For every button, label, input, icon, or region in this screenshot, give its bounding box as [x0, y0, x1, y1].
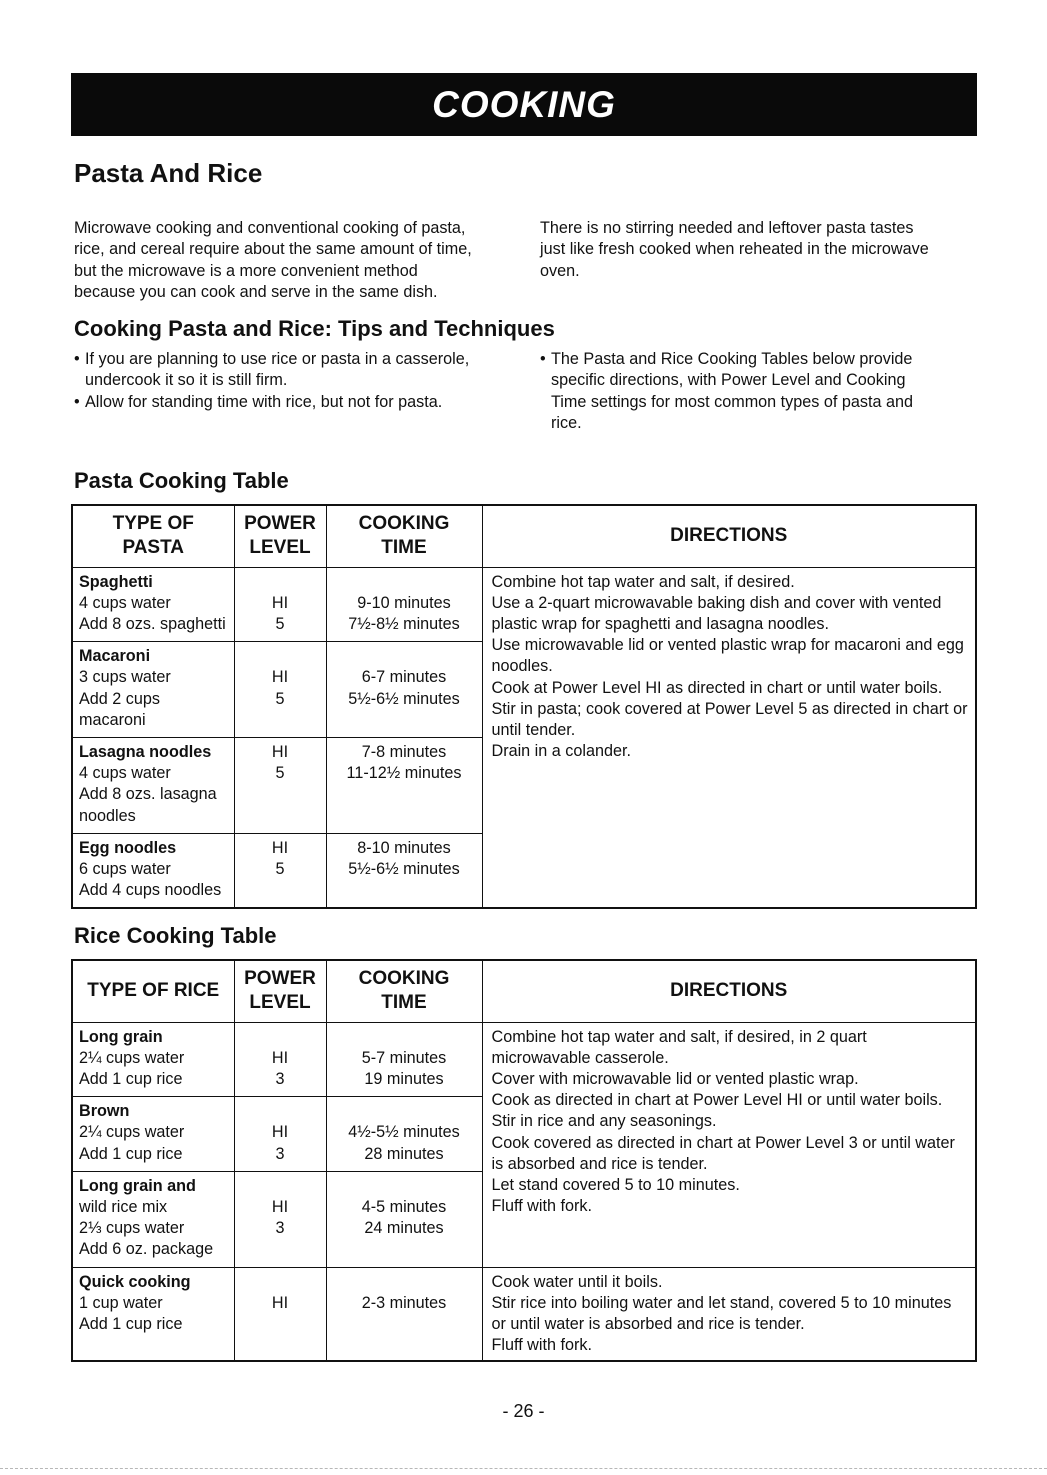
time-value: 4-5 minutes — [361, 1197, 447, 1216]
direction-step: Cook water until it boils. — [491, 1272, 663, 1291]
time-value: 11-12½ minutes — [346, 764, 462, 783]
item-detail: 2¼ cups water — [79, 1048, 185, 1067]
power-value: HI — [271, 1048, 289, 1067]
header-power: POWER LEVEL — [234, 960, 326, 1022]
power-cell — [234, 737, 326, 833]
power-value: HI — [271, 838, 289, 857]
intro-left: Microwave cooking and conventional cooking of pasta, rice, and cereal require about the same amount of time, but the microwave is a more convenient method because you can cook and serve in the same dish. — [74, 219, 472, 301]
spacer — [327, 1272, 482, 1293]
item-detail: Add 2 cups — [79, 689, 160, 708]
header-directions: DIRECTIONS — [482, 960, 976, 1022]
power-cell — [234, 1097, 326, 1172]
power-cell — [234, 1022, 326, 1097]
footer-rule — [0, 1468, 1047, 1469]
directions-cell — [482, 1022, 976, 1267]
item-detail: Add 8 ozs. lasagna — [79, 785, 217, 804]
tip-item: • Allow for standing time with rice, but not for pasta. — [74, 392, 529, 413]
spacer — [235, 1176, 326, 1197]
direction-step: Cook as directed in chart at Power Level HI or until water boils. — [491, 1091, 943, 1110]
time-value: 5-7 minutes — [361, 1048, 447, 1067]
time-cell — [326, 1171, 482, 1267]
direction-step: Cover with microwavable lid or vented plastic wrap. — [491, 1069, 859, 1088]
direction-step: Combine hot tap water and salt, if desired, in 2 quart microwavable casserole. — [491, 1027, 867, 1067]
time-cell — [326, 1097, 482, 1172]
spacer — [235, 646, 326, 667]
spacer — [235, 1101, 326, 1122]
time-value: 6-7 minutes — [361, 668, 447, 687]
power-value: 5 — [275, 689, 285, 708]
time-value: 8-10 minutes — [357, 838, 451, 857]
rice-table-title: Rice Cooking Table — [74, 923, 277, 948]
pasta-cooking-table — [71, 504, 977, 909]
item-name: Brown — [79, 1102, 130, 1121]
item-detail: 4 cups water — [79, 764, 171, 783]
type-cell — [72, 1097, 234, 1172]
item-detail: Add 1 cup rice — [79, 1144, 183, 1163]
power-value: 3 — [275, 1144, 285, 1163]
power-value: HI — [271, 668, 289, 687]
item-name: Spaghetti — [79, 572, 153, 591]
table-header-row — [72, 505, 976, 567]
power-value: HI — [271, 1197, 289, 1216]
direction-step: Stir rice into boiling water and let stand, covered 5 to 10 minutes or until water is absorbed and rice is tender. — [491, 1293, 952, 1333]
pasta-table-title: Pasta Cooking Table — [74, 468, 289, 493]
power-value: 5 — [275, 614, 285, 633]
table-row — [72, 1267, 976, 1361]
time-cell — [326, 737, 482, 833]
power-value: HI — [271, 1123, 289, 1142]
time-cell — [326, 642, 482, 738]
type-cell — [72, 567, 234, 642]
direction-step: Cook at Power Level HI as directed in chart or until water boils. — [491, 678, 943, 697]
power-cell — [234, 833, 326, 908]
time-value: 19 minutes — [364, 1069, 444, 1088]
rice-cooking-table — [71, 959, 977, 1362]
time-cell — [326, 833, 482, 908]
power-value: 3 — [275, 1069, 285, 1088]
header-time: COOKING TIME — [326, 960, 482, 1022]
time-value: 7-8 minutes — [361, 742, 447, 761]
item-detail: macaroni — [79, 710, 146, 729]
time-value: 5½-6½ minutes — [348, 689, 460, 708]
item-name: Egg noodles — [79, 838, 177, 857]
item-detail: noodles — [79, 806, 136, 825]
directions-cell — [482, 1267, 976, 1361]
spacer — [327, 1027, 482, 1048]
item-name: Lasagna noodles — [79, 742, 212, 761]
time-cell — [326, 1022, 482, 1097]
type-cell — [72, 1022, 234, 1097]
tips-right-list — [540, 349, 970, 434]
header-power: POWER LEVEL — [234, 505, 326, 567]
power-value: HI — [271, 593, 289, 612]
spacer — [327, 1101, 482, 1122]
page-banner: COOKING — [71, 73, 977, 136]
type-cell — [72, 1171, 234, 1267]
spacer — [235, 1027, 326, 1048]
item-detail: 2⅓ cups water — [79, 1219, 185, 1238]
header-type: TYPE OF PASTA — [72, 505, 234, 567]
table-row — [72, 567, 976, 642]
type-cell — [72, 833, 234, 908]
table-row — [72, 1022, 976, 1097]
item-name: Quick cooking — [79, 1272, 191, 1291]
item-name: Long grain and — [79, 1176, 196, 1195]
direction-step: Let stand covered 5 to 10 minutes. — [491, 1175, 740, 1194]
power-cell — [234, 642, 326, 738]
item-detail: 1 cup water — [79, 1293, 163, 1312]
header-time: COOKING TIME — [326, 505, 482, 567]
spacer — [327, 572, 482, 593]
power-value: 3 — [275, 1219, 285, 1238]
time-value: 9-10 minutes — [357, 593, 451, 612]
direction-step: Fluff with fork. — [491, 1197, 592, 1216]
time-value: 28 minutes — [364, 1144, 444, 1163]
intro-right: There is no stirring needed and leftover pasta tastes just like fresh cooked when reheated in the microwave oven. — [540, 219, 929, 280]
directions-cell — [482, 567, 976, 908]
item-detail: wild rice mix — [79, 1197, 168, 1216]
section-title: Pasta And Rice — [74, 158, 263, 188]
tips-left-list — [74, 349, 529, 413]
item-detail: Add 8 ozs. spaghetti — [79, 614, 226, 633]
time-value: 24 minutes — [364, 1219, 444, 1238]
power-cell — [234, 1267, 326, 1361]
direction-step: Cook covered as directed in chart at Power Level 3 or until water is absorbed and rice is tender. — [491, 1133, 955, 1173]
power-value: HI — [271, 1293, 289, 1312]
item-detail: Add 1 cup rice — [79, 1314, 183, 1333]
spacer — [235, 1272, 326, 1293]
type-cell — [72, 1267, 234, 1361]
tip-item: • If you are planning to use rice or pasta in a casserole, undercook it so it is still firm. — [74, 349, 529, 392]
spacer — [235, 572, 326, 593]
header-type: TYPE OF RICE — [72, 960, 234, 1022]
time-cell — [326, 1267, 482, 1361]
item-detail: 3 cups water — [79, 668, 171, 687]
time-value: 2-3 minutes — [361, 1293, 447, 1312]
power-value: 5 — [275, 764, 285, 783]
item-detail: 4 cups water — [79, 593, 171, 612]
time-value: 4½-5½ minutes — [348, 1123, 460, 1142]
direction-step: Fluff with fork. — [491, 1336, 592, 1355]
item-name: Macaroni — [79, 647, 151, 666]
time-value: 7½-8½ minutes — [348, 614, 460, 633]
direction-step: Stir in pasta; cook covered at Power Level 5 as directed in chart or until tender. — [491, 699, 968, 739]
item-detail: 6 cups water — [79, 859, 171, 878]
direction-step: Combine hot tap water and salt, if desired. — [491, 572, 795, 591]
type-cell — [72, 737, 234, 833]
direction-step: Drain in a colander. — [491, 742, 631, 761]
tips-title: Cooking Pasta and Rice: Tips and Techniques — [74, 316, 555, 341]
power-cell — [234, 567, 326, 642]
power-value: 5 — [275, 859, 285, 878]
spacer — [327, 646, 482, 667]
time-cell — [326, 567, 482, 642]
direction-step: Use microwavable lid or vented plastic wrap for macaroni and egg noodles. — [491, 636, 964, 676]
header-directions: DIRECTIONS — [482, 505, 976, 567]
page-number: - 26 - — [502, 1401, 545, 1421]
item-name: Long grain — [79, 1027, 163, 1046]
direction-step: Stir in rice and any seasonings. — [491, 1112, 717, 1131]
power-value: HI — [271, 742, 289, 761]
item-detail: Add 4 cups noodles — [79, 881, 222, 900]
tip-item: • The Pasta and Rice Cooking Tables below provide specific directions, with Power Level and Cooking Time settings for most common types of pasta and rice. — [540, 349, 970, 434]
table-header-row — [72, 960, 976, 1022]
spacer — [327, 1176, 482, 1197]
power-cell — [234, 1171, 326, 1267]
item-detail: Add 1 cup rice — [79, 1069, 183, 1088]
item-detail: 2¼ cups water — [79, 1123, 185, 1142]
item-detail: Add 6 oz. package — [79, 1240, 214, 1259]
direction-step: Use a 2-quart microwavable baking dish and cover with vented plastic wrap for spaghetti and lasagna noodles. — [491, 593, 942, 633]
type-cell — [72, 642, 234, 738]
time-value: 5½-6½ minutes — [348, 859, 460, 878]
